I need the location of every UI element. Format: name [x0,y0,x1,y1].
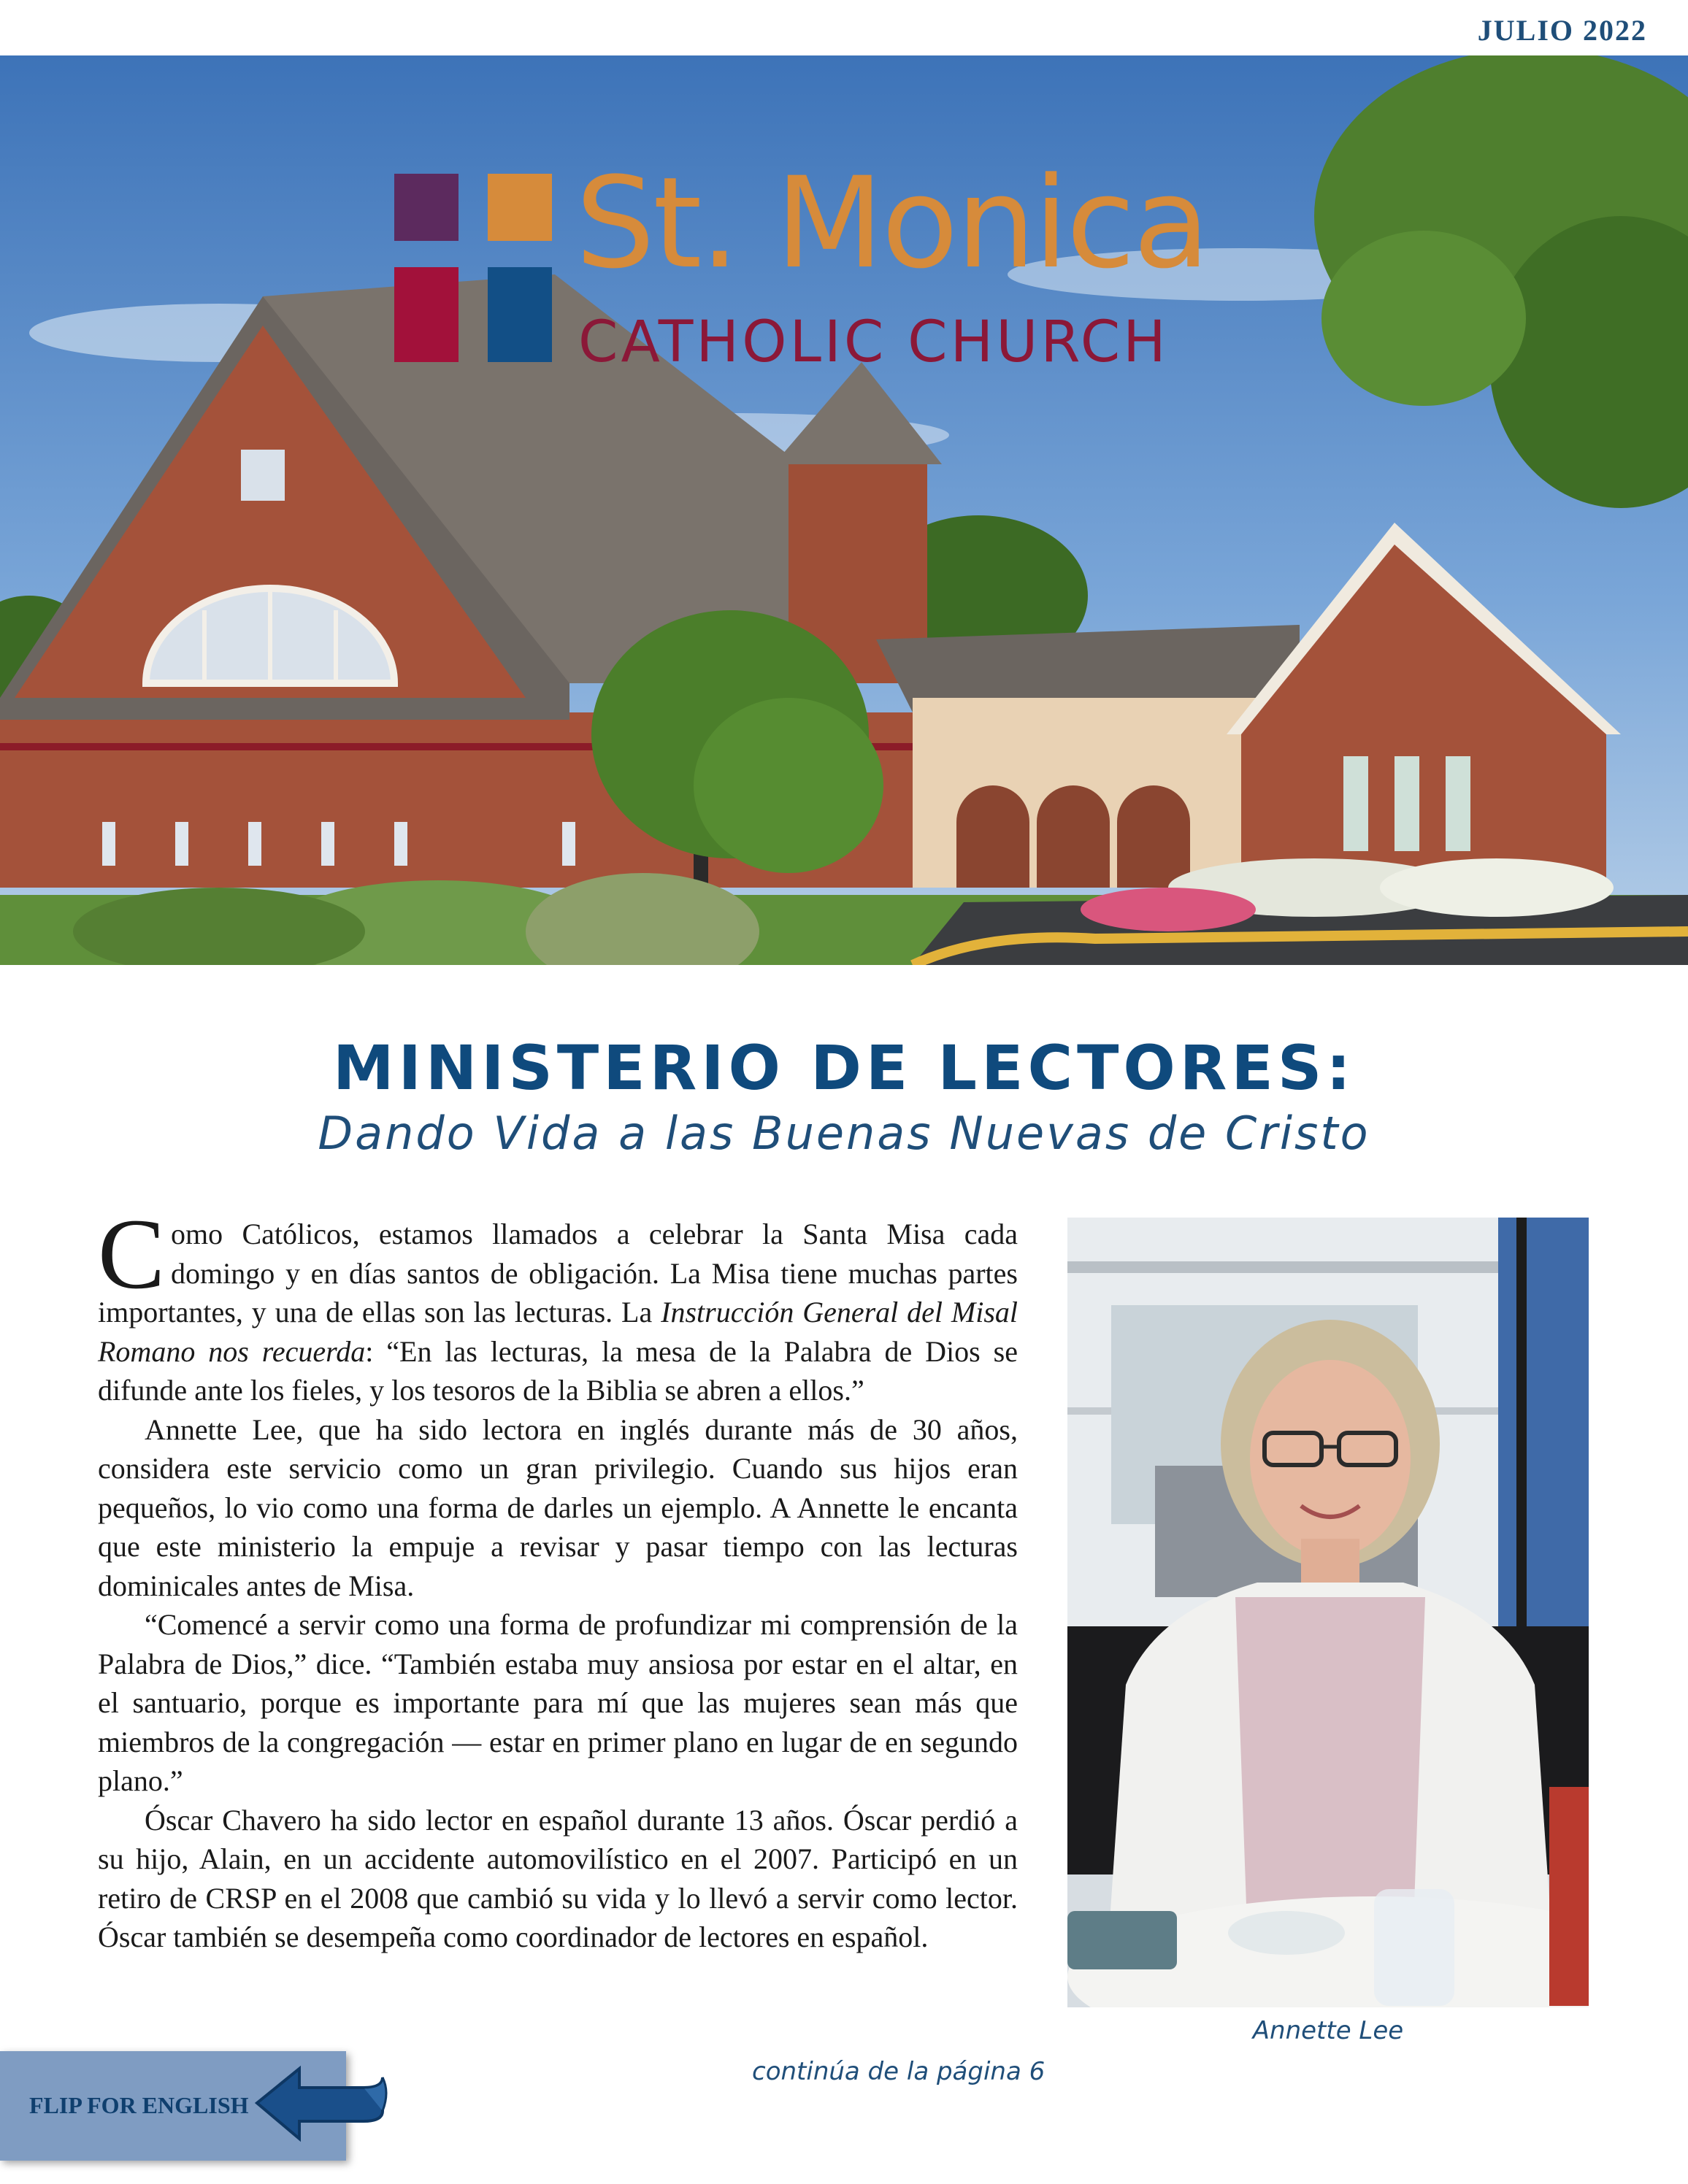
logo-square-red [394,267,459,362]
drop-cap: C [98,1198,166,1310]
article-body [98,1198,1018,1957]
continued-link[interactable]: continúa de la página 6 [752,2057,1046,2086]
flip-label: FLIP FOR ENGLISH [29,2092,249,2118]
paragraph-1-text-b: : “En las lecturas, la mesa de la Palabra de Dios se difunde ante los fieles, y los tesoros de la Biblia se abren a ellos.” [98,1334,1018,1407]
issue-date: JULIO 2022 [1477,14,1647,47]
paragraph-1-italic: Instrucción General del Misal Romano nos recuerda [98,1296,1018,1368]
portrait-illustration [1067,1218,1589,2007]
church-photo [0,55,1688,965]
logo-square-blue [488,267,552,362]
article-subtitle: Dando Vida a las Buenas Nuevas de Cristo [318,1107,1370,1160]
logo-square-orange [488,174,552,241]
logo-square-purple [394,174,459,241]
logo-name: St. Monica [575,150,1208,296]
church-logo [394,117,1270,375]
annette-lee-photo [1067,1218,1589,2007]
paragraph-1 [98,1198,1018,1410]
left-arrow-icon[interactable] [254,2063,390,2143]
paragraph-3: “Comencé a servir como una forma de profundizar mi comprensión de la Palabra de Dios,” dice. “También estaba muy ansiosa por estar en el altar, en el santuario, porque es importante para mí que las mujeres sean más que miembros de la congregación — estar en primer plano en lugar de en segundo plano.” [98,1608,1018,1797]
article-title: MINISTERIO DE LECTORES: [333,1032,1355,1104]
paragraph-4: Óscar Chavero ha sido lector en español durante 13 años. Óscar perdió a su hijo, Alain, en un accidente automovilístico en el 2007. Participó en un retiro de CRSP en el 2008 que cambió su vida y lo llevó a servir como lector. Óscar también se desempeña como coordinador de lectores en español. [98,1803,1018,1953]
logo-subtitle: CATHOLIC CHURCH [578,309,1169,375]
paragraph-2: Annette Lee, que ha sido lectora en inglés durante más de 30 años, considera este servicio como un gran privilegio. Cuando sus hijos eran pequeños, lo vio como una forma de darles un ejemplo. A Annette le encanta que este ministerio la empuje a revisar y pasar tiempo con las lecturas dominicales antes de Misa. [98,1412,1018,1602]
paragraph-1-text-a: omo Católicos, estamos llamados a celebrar la Santa Misa cada domingo y en días santos de obligación. La Misa tiene muchas partes importantes, y una de ellas son las lecturas. La [98,1218,1018,1329]
photo-caption: Annette Lee [1252,2016,1404,2045]
